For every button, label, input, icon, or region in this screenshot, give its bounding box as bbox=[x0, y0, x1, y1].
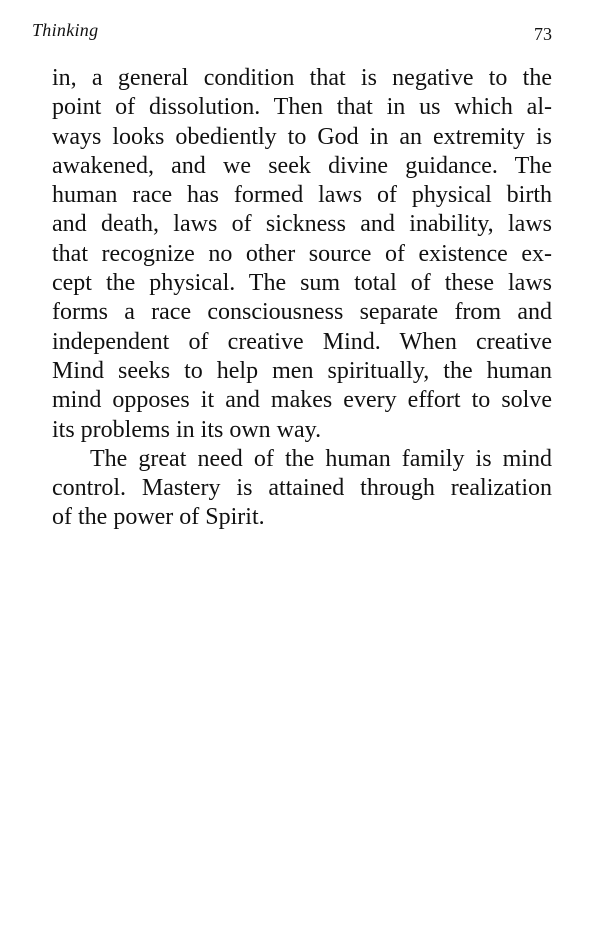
text-line: control. Mastery is attained through realization bbox=[52, 475, 552, 502]
paragraph-1 bbox=[52, 64, 552, 445]
text-line: Mind seeks to help men spiritually, the human bbox=[52, 357, 552, 384]
text-line: The great need of the human family is mind bbox=[90, 445, 552, 472]
paragraph-2 bbox=[52, 445, 552, 533]
text-line: of the power of Spirit. bbox=[52, 504, 265, 531]
text-line: in, a general condition that is negative to the bbox=[52, 65, 552, 91]
text-line: point of dissolution. Then that in us which al- bbox=[52, 94, 552, 121]
text-line: independent of creative Mind. When creative bbox=[52, 328, 552, 355]
running-head bbox=[32, 20, 552, 46]
page-number: 73 bbox=[534, 24, 552, 44]
text-line: forms a race consciousness separate from and bbox=[52, 299, 552, 326]
running-title: Thinking bbox=[32, 20, 99, 40]
text-line: human race has formed laws of physical birth bbox=[52, 182, 552, 209]
text-line: cept the physical. The sum total of these laws bbox=[52, 270, 552, 297]
text-line: ways looks obediently to God in an extremity is bbox=[52, 123, 552, 150]
text-line: mind opposes it and makes every effort to solve bbox=[52, 387, 552, 414]
text-line: its problems in its own way. bbox=[52, 416, 322, 443]
text-line: awakened, and we seek divine guidance. The bbox=[52, 152, 552, 179]
text-line: and death, laws of sickness and inability, laws bbox=[52, 211, 552, 238]
body-text bbox=[52, 64, 552, 533]
text-line: that recognize no other source of existence ex- bbox=[52, 240, 552, 267]
